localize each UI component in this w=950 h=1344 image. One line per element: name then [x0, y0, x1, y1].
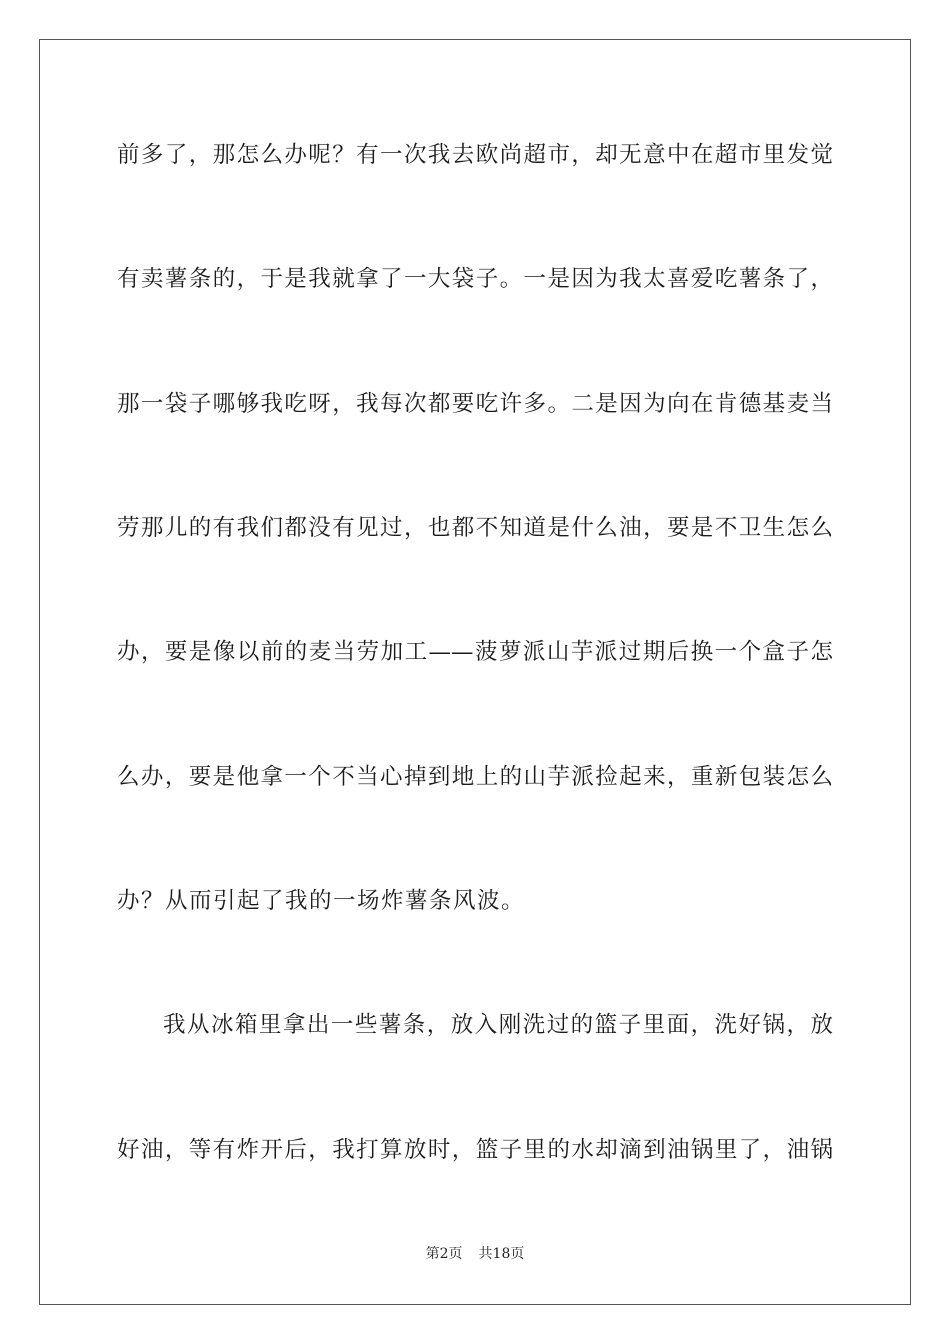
text-line-indented: 我从冰箱里拿出一些薯条，放入刚洗过的篮子里面，洗好锅，放	[163, 1012, 833, 1038]
page-total: 共18页	[478, 1246, 525, 1262]
text-line: 办？从而引起了我的一场炸薯条风波。	[117, 888, 526, 914]
text-line: 那一袋子哪够我吃呀，我每次都要吃许多。二是因为向在肯德基麦当	[117, 391, 833, 417]
text-line: 劳那儿的有我们都没有见过，也都不知道是什么油，要是不卫生怎么	[117, 515, 833, 541]
page-footer	[0, 1245, 950, 1263]
page-border	[39, 39, 911, 1305]
text-line: 好油，等有炸开后，我打算放时，篮子里的水却滴到油锅里了，油锅	[117, 1137, 833, 1163]
text-line: 么办，要是他拿一个不当心掉到地上的山芋派捡起来，重新包装怎么	[117, 764, 833, 790]
text-line: 有卖薯条的，于是我就拿了一大袋子。一是因为我太喜爱吃薯条了，	[117, 266, 833, 292]
text-line: 前多了，那怎么办呢？有一次我去欧尚超市，却无意中在超市里发觉	[117, 142, 833, 168]
page-number: 第2页	[425, 1246, 463, 1262]
text-line: 办，要是像以前的麦当劳加工——菠萝派山芋派过期后换一个盒子怎	[117, 639, 833, 665]
